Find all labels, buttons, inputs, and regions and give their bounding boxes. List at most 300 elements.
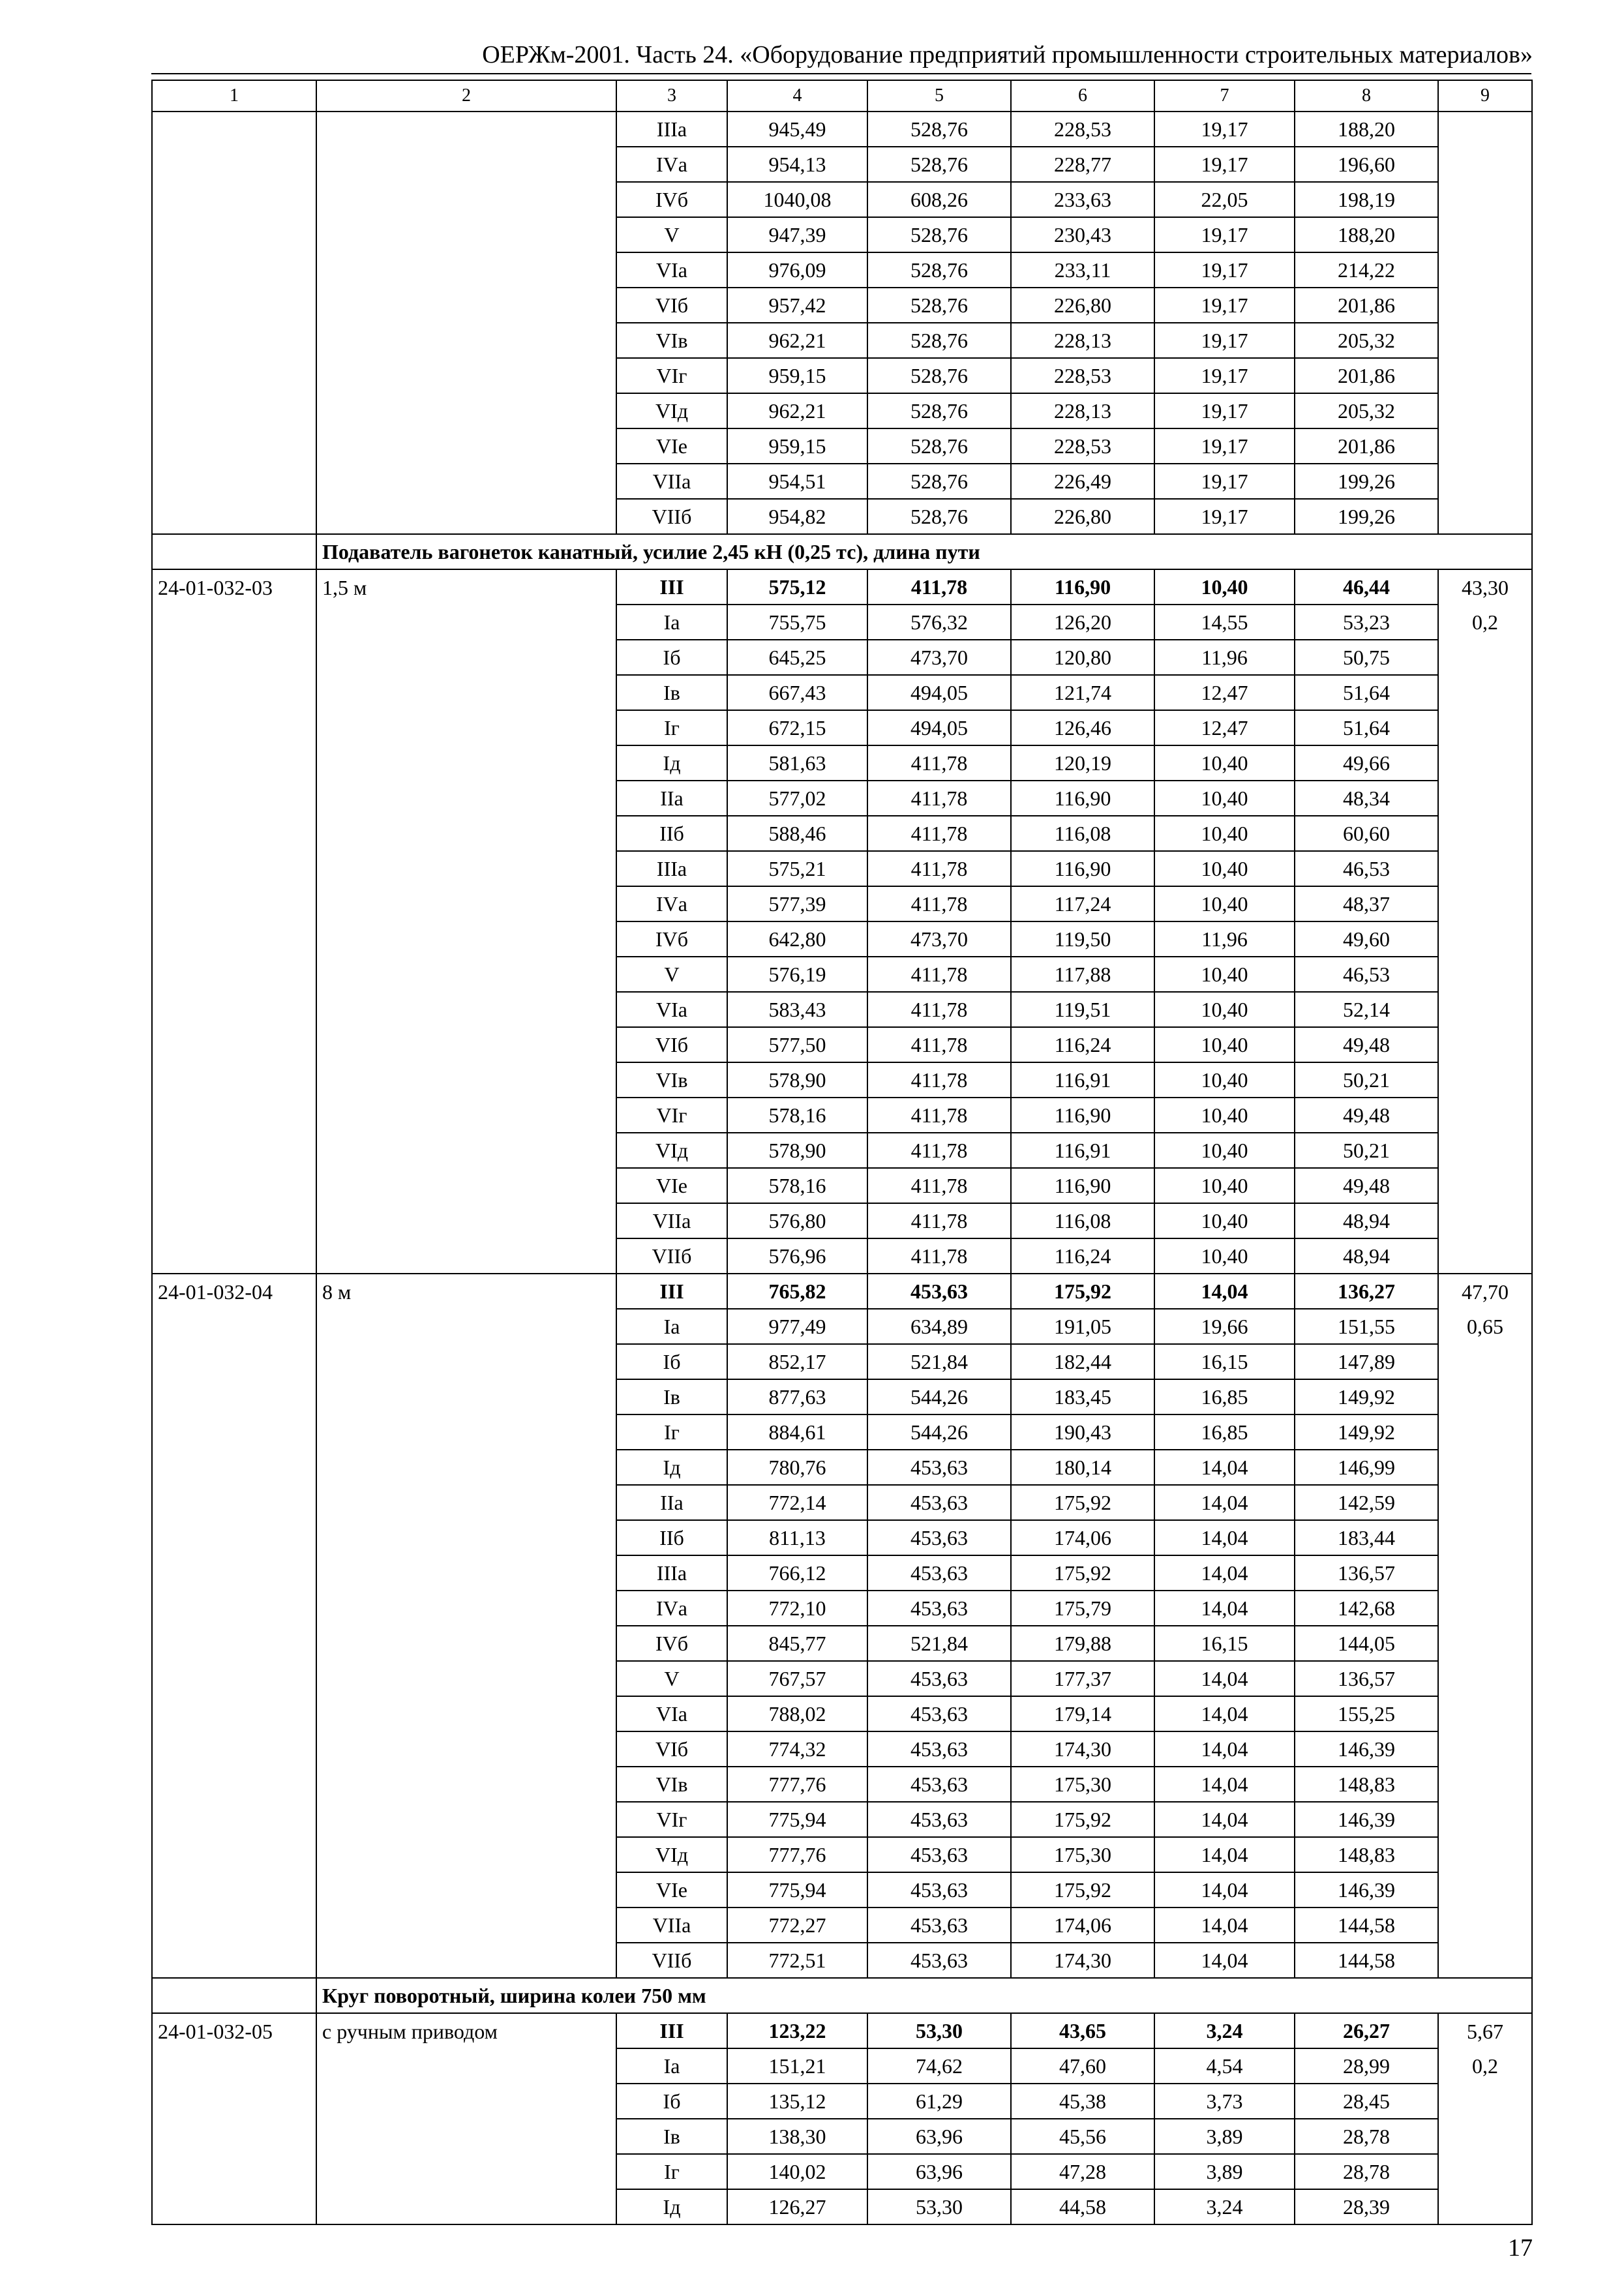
table-row bbox=[152, 1450, 1532, 1485]
table-row bbox=[152, 2189, 1532, 2224]
code-cell bbox=[152, 288, 316, 323]
value-cell: 453,63 bbox=[867, 1872, 1011, 1908]
table-row bbox=[152, 1485, 1532, 1520]
value-cell: 226,80 bbox=[1011, 499, 1154, 534]
value-cell: 453,63 bbox=[867, 1591, 1011, 1626]
value-cell: 116,24 bbox=[1011, 1238, 1154, 1274]
col9-cell bbox=[1438, 675, 1532, 710]
code-cell bbox=[152, 464, 316, 499]
value-cell: 473,70 bbox=[867, 921, 1011, 957]
value-cell: 233,11 bbox=[1011, 252, 1154, 288]
value-cell: 780,76 bbox=[727, 1450, 867, 1485]
value-cell: 528,76 bbox=[867, 252, 1011, 288]
name-cell bbox=[316, 957, 616, 992]
name-cell bbox=[316, 1203, 616, 1238]
zone-cell: IVа bbox=[616, 886, 727, 921]
value-cell: 201,86 bbox=[1295, 358, 1438, 393]
zone-cell: Iб bbox=[616, 2084, 727, 2119]
value-cell: 3,24 bbox=[1154, 2013, 1295, 2048]
zone-cell: VIе bbox=[616, 1872, 727, 1908]
col9-cell bbox=[1438, 252, 1532, 288]
zone-cell: VIг bbox=[616, 1802, 727, 1837]
zone-cell: VIв bbox=[616, 323, 727, 358]
name-cell bbox=[316, 1485, 616, 1520]
value-cell: 453,63 bbox=[867, 1555, 1011, 1591]
name-cell bbox=[316, 1450, 616, 1485]
name-cell bbox=[316, 1696, 616, 1731]
value-cell: 47,60 bbox=[1011, 2048, 1154, 2084]
name-cell bbox=[316, 816, 616, 851]
code-cell bbox=[152, 252, 316, 288]
value-cell: 151,55 bbox=[1295, 1309, 1438, 1344]
zone-cell: Iг bbox=[616, 710, 727, 745]
col9-cell: 5,67 bbox=[1438, 2013, 1532, 2048]
col9-cell bbox=[1438, 1168, 1532, 1203]
value-cell: 174,06 bbox=[1011, 1908, 1154, 1943]
zone-cell: IIIа bbox=[616, 1555, 727, 1591]
col9-cell bbox=[1438, 2154, 1532, 2189]
name-cell bbox=[316, 358, 616, 393]
table-row bbox=[152, 1872, 1532, 1908]
name-cell bbox=[316, 2189, 616, 2224]
name-cell bbox=[316, 921, 616, 957]
zone-cell: IVб bbox=[616, 921, 727, 957]
section-title: Круг поворотный, ширина колеи 750 мм bbox=[316, 1978, 1532, 2013]
table-row bbox=[152, 1767, 1532, 1802]
code-cell bbox=[152, 1309, 316, 1344]
table-row bbox=[152, 1908, 1532, 1943]
value-cell: 642,80 bbox=[727, 921, 867, 957]
value-cell: 22,05 bbox=[1154, 182, 1295, 217]
table-row bbox=[152, 1379, 1532, 1414]
code-cell bbox=[152, 147, 316, 182]
value-cell: 138,30 bbox=[727, 2119, 867, 2154]
value-cell: 49,60 bbox=[1295, 921, 1438, 957]
col9-cell bbox=[1438, 886, 1532, 921]
name-cell: 1,5 м bbox=[316, 569, 616, 605]
value-cell: 3,89 bbox=[1154, 2154, 1295, 2189]
value-cell: 179,14 bbox=[1011, 1696, 1154, 1731]
zone-cell: VIе bbox=[616, 428, 727, 464]
value-cell: 228,53 bbox=[1011, 358, 1154, 393]
value-cell: 136,57 bbox=[1295, 1661, 1438, 1696]
col9-cell bbox=[1438, 1696, 1532, 1731]
code-cell bbox=[152, 2048, 316, 2084]
value-cell: 453,63 bbox=[867, 1450, 1011, 1485]
col9-cell bbox=[1438, 393, 1532, 428]
value-cell: 772,27 bbox=[727, 1908, 867, 1943]
value-cell: 19,17 bbox=[1154, 252, 1295, 288]
zone-cell: Iб bbox=[616, 640, 727, 675]
zone-cell: VIд bbox=[616, 1133, 727, 1168]
value-cell: 50,21 bbox=[1295, 1062, 1438, 1098]
value-cell: 11,96 bbox=[1154, 640, 1295, 675]
table-row bbox=[152, 2048, 1532, 2084]
value-cell: 976,09 bbox=[727, 252, 867, 288]
zone-cell: VIд bbox=[616, 393, 727, 428]
zone-cell: V bbox=[616, 217, 727, 252]
col9-cell bbox=[1438, 957, 1532, 992]
value-cell: 183,45 bbox=[1011, 1379, 1154, 1414]
value-cell: 528,76 bbox=[867, 393, 1011, 428]
value-cell: 528,76 bbox=[867, 358, 1011, 393]
table-row bbox=[152, 2119, 1532, 2154]
table-row bbox=[152, 1661, 1532, 1696]
value-cell: 576,32 bbox=[867, 605, 1011, 640]
value-cell: 521,84 bbox=[867, 1626, 1011, 1661]
column-header-row bbox=[152, 80, 1532, 112]
value-cell: 19,17 bbox=[1154, 288, 1295, 323]
zone-cell: III bbox=[616, 2013, 727, 2048]
table-row bbox=[152, 1027, 1532, 1062]
zone-cell: Iв bbox=[616, 675, 727, 710]
value-cell: 228,53 bbox=[1011, 112, 1154, 147]
col9-cell bbox=[1438, 1802, 1532, 1837]
col9-cell bbox=[1438, 921, 1532, 957]
zone-cell: IIа bbox=[616, 1485, 727, 1520]
table-row bbox=[152, 1555, 1532, 1591]
col9-cell bbox=[1438, 182, 1532, 217]
value-cell: 179,88 bbox=[1011, 1626, 1154, 1661]
zone-cell: III bbox=[616, 1274, 727, 1309]
table-row bbox=[152, 605, 1532, 640]
value-cell: 49,66 bbox=[1295, 745, 1438, 781]
zone-cell: III bbox=[616, 569, 727, 605]
zone-cell: Iв bbox=[616, 1379, 727, 1414]
value-cell: 14,04 bbox=[1154, 1485, 1295, 1520]
zone-cell: V bbox=[616, 957, 727, 992]
value-cell: 177,37 bbox=[1011, 1661, 1154, 1696]
section-row bbox=[152, 534, 1532, 569]
table-row bbox=[152, 886, 1532, 921]
col9-cell bbox=[1438, 1203, 1532, 1238]
zone-cell: VIг bbox=[616, 1098, 727, 1133]
value-cell: 528,76 bbox=[867, 147, 1011, 182]
name-cell bbox=[316, 992, 616, 1027]
value-cell: 147,89 bbox=[1295, 1344, 1438, 1379]
value-cell: 581,63 bbox=[727, 745, 867, 781]
value-cell: 175,79 bbox=[1011, 1591, 1154, 1626]
col9-cell bbox=[1438, 147, 1532, 182]
col9-cell bbox=[1438, 2084, 1532, 2119]
value-cell: 954,13 bbox=[727, 147, 867, 182]
value-cell: 954,51 bbox=[727, 464, 867, 499]
zone-cell: VIIа bbox=[616, 1908, 727, 1943]
value-cell: 146,39 bbox=[1295, 1731, 1438, 1767]
value-cell: 116,90 bbox=[1011, 1098, 1154, 1133]
value-cell: 174,06 bbox=[1011, 1520, 1154, 1555]
value-cell: 48,37 bbox=[1295, 886, 1438, 921]
col9-cell bbox=[1438, 323, 1532, 358]
value-cell: 954,82 bbox=[727, 499, 867, 534]
code-cell bbox=[152, 499, 316, 534]
value-cell: 852,17 bbox=[727, 1344, 867, 1379]
value-cell: 14,04 bbox=[1154, 1274, 1295, 1309]
value-cell: 47,28 bbox=[1011, 2154, 1154, 2189]
zone-cell: VIIа bbox=[616, 1203, 727, 1238]
code-cell bbox=[152, 1837, 316, 1872]
table-row bbox=[152, 1133, 1532, 1168]
value-cell: 765,82 bbox=[727, 1274, 867, 1309]
value-cell: 411,78 bbox=[867, 851, 1011, 886]
table-row bbox=[152, 745, 1532, 781]
value-cell: 19,17 bbox=[1154, 217, 1295, 252]
value-cell: 453,63 bbox=[867, 1696, 1011, 1731]
zone-cell: VIа bbox=[616, 252, 727, 288]
value-cell: 528,76 bbox=[867, 323, 1011, 358]
value-cell: 53,23 bbox=[1295, 605, 1438, 640]
value-cell: 205,32 bbox=[1295, 393, 1438, 428]
name-cell bbox=[316, 217, 616, 252]
value-cell: 175,92 bbox=[1011, 1802, 1154, 1837]
table-row bbox=[152, 499, 1532, 534]
value-cell: 198,19 bbox=[1295, 182, 1438, 217]
name-cell bbox=[316, 464, 616, 499]
code-cell bbox=[152, 1027, 316, 1062]
value-cell: 777,76 bbox=[727, 1837, 867, 1872]
value-cell: 28,78 bbox=[1295, 2154, 1438, 2189]
value-cell: 453,63 bbox=[867, 1520, 1011, 1555]
name-cell bbox=[316, 1098, 616, 1133]
zone-cell: Iд bbox=[616, 2189, 727, 2224]
value-cell: 19,66 bbox=[1154, 1309, 1295, 1344]
value-cell: 116,08 bbox=[1011, 1203, 1154, 1238]
value-cell: 453,63 bbox=[867, 1908, 1011, 1943]
value-cell: 226,49 bbox=[1011, 464, 1154, 499]
value-cell: 180,14 bbox=[1011, 1450, 1154, 1485]
column-header: 4 bbox=[727, 80, 867, 112]
col9-cell bbox=[1438, 640, 1532, 675]
value-cell: 411,78 bbox=[867, 886, 1011, 921]
value-cell: 453,63 bbox=[867, 1274, 1011, 1309]
value-cell: 121,74 bbox=[1011, 675, 1154, 710]
value-cell: 183,44 bbox=[1295, 1520, 1438, 1555]
value-cell: 947,39 bbox=[727, 217, 867, 252]
value-cell: 672,15 bbox=[727, 710, 867, 745]
value-cell: 667,43 bbox=[727, 675, 867, 710]
col9-cell bbox=[1438, 1238, 1532, 1274]
value-cell: 116,91 bbox=[1011, 1133, 1154, 1168]
value-cell: 149,92 bbox=[1295, 1379, 1438, 1414]
value-cell: 577,02 bbox=[727, 781, 867, 816]
value-cell: 521,84 bbox=[867, 1344, 1011, 1379]
code-cell bbox=[152, 1520, 316, 1555]
value-cell: 199,26 bbox=[1295, 499, 1438, 534]
value-cell: 19,17 bbox=[1154, 428, 1295, 464]
value-cell: 411,78 bbox=[867, 781, 1011, 816]
col9-cell bbox=[1438, 1485, 1532, 1520]
value-cell: 766,12 bbox=[727, 1555, 867, 1591]
name-cell bbox=[316, 112, 616, 147]
zone-cell: VIIа bbox=[616, 464, 727, 499]
value-cell: 544,26 bbox=[867, 1414, 1011, 1450]
name-cell bbox=[316, 1344, 616, 1379]
value-cell: 578,16 bbox=[727, 1098, 867, 1133]
col9-cell bbox=[1438, 1837, 1532, 1872]
value-cell: 10,40 bbox=[1154, 851, 1295, 886]
value-cell: 962,21 bbox=[727, 393, 867, 428]
value-cell: 116,90 bbox=[1011, 1168, 1154, 1203]
value-cell: 142,68 bbox=[1295, 1591, 1438, 1626]
code-cell bbox=[152, 217, 316, 252]
value-cell: 205,32 bbox=[1295, 323, 1438, 358]
zone-cell: IVб bbox=[616, 1626, 727, 1661]
value-cell: 228,13 bbox=[1011, 323, 1154, 358]
value-cell: 196,60 bbox=[1295, 147, 1438, 182]
name-cell bbox=[316, 886, 616, 921]
value-cell: 120,80 bbox=[1011, 640, 1154, 675]
value-cell: 63,96 bbox=[867, 2154, 1011, 2189]
section-title: Подаватель вагонеток канатный, усилие 2,45 кН (0,25 тс), длина пути bbox=[316, 534, 1532, 569]
table-row bbox=[152, 1731, 1532, 1767]
name-cell bbox=[316, 1555, 616, 1591]
value-cell: 528,76 bbox=[867, 499, 1011, 534]
zone-cell: IIб bbox=[616, 816, 727, 851]
table-row bbox=[152, 1309, 1532, 1344]
name-cell bbox=[316, 851, 616, 886]
value-cell: 214,22 bbox=[1295, 252, 1438, 288]
col9-cell bbox=[1438, 1414, 1532, 1450]
value-cell: 583,43 bbox=[727, 992, 867, 1027]
column-header: 1 bbox=[152, 80, 316, 112]
value-cell: 411,78 bbox=[867, 1168, 1011, 1203]
value-cell: 174,30 bbox=[1011, 1731, 1154, 1767]
table-row bbox=[152, 428, 1532, 464]
value-cell: 174,30 bbox=[1011, 1943, 1154, 1978]
value-cell: 148,83 bbox=[1295, 1837, 1438, 1872]
value-cell: 453,63 bbox=[867, 1767, 1011, 1802]
zone-cell: VIIб bbox=[616, 1238, 727, 1274]
section-blank-cell bbox=[152, 534, 316, 569]
value-cell: 74,62 bbox=[867, 2048, 1011, 2084]
zone-cell: VIв bbox=[616, 1767, 727, 1802]
table-row bbox=[152, 1098, 1532, 1133]
code-cell bbox=[152, 1731, 316, 1767]
code-cell bbox=[152, 1098, 316, 1133]
code-cell bbox=[152, 428, 316, 464]
value-cell: 544,26 bbox=[867, 1379, 1011, 1414]
table-row bbox=[152, 675, 1532, 710]
column-header: 7 bbox=[1154, 80, 1295, 112]
value-cell: 151,21 bbox=[727, 2048, 867, 2084]
value-cell: 117,24 bbox=[1011, 886, 1154, 921]
value-cell: 14,04 bbox=[1154, 1908, 1295, 1943]
value-cell: 117,88 bbox=[1011, 957, 1154, 992]
value-cell: 411,78 bbox=[867, 816, 1011, 851]
table-row bbox=[152, 1203, 1532, 1238]
value-cell: 119,50 bbox=[1011, 921, 1154, 957]
value-cell: 126,46 bbox=[1011, 710, 1154, 745]
column-header: 8 bbox=[1295, 80, 1438, 112]
col9-cell: 0,65 bbox=[1438, 1309, 1532, 1344]
value-cell: 977,49 bbox=[727, 1309, 867, 1344]
value-cell: 945,49 bbox=[727, 112, 867, 147]
value-cell: 49,48 bbox=[1295, 1098, 1438, 1133]
value-cell: 44,58 bbox=[1011, 2189, 1154, 2224]
zone-cell: Iв bbox=[616, 2119, 727, 2154]
table-row bbox=[152, 358, 1532, 393]
col9-cell bbox=[1438, 428, 1532, 464]
code-cell bbox=[152, 675, 316, 710]
value-cell: 453,63 bbox=[867, 1731, 1011, 1767]
col9-cell bbox=[1438, 1908, 1532, 1943]
value-cell: 788,02 bbox=[727, 1696, 867, 1731]
value-cell: 199,26 bbox=[1295, 464, 1438, 499]
name-cell bbox=[316, 288, 616, 323]
value-cell: 767,57 bbox=[727, 1661, 867, 1696]
code-cell bbox=[152, 323, 316, 358]
value-cell: 10,40 bbox=[1154, 1133, 1295, 1168]
value-cell: 10,40 bbox=[1154, 569, 1295, 605]
col9-cell bbox=[1438, 1943, 1532, 1978]
value-cell: 188,20 bbox=[1295, 217, 1438, 252]
value-cell: 116,90 bbox=[1011, 781, 1154, 816]
value-cell: 12,47 bbox=[1154, 710, 1295, 745]
name-cell bbox=[316, 182, 616, 217]
name-cell bbox=[316, 605, 616, 640]
name-cell bbox=[316, 2119, 616, 2154]
value-cell: 578,90 bbox=[727, 1133, 867, 1168]
value-cell: 10,40 bbox=[1154, 957, 1295, 992]
value-cell: 3,73 bbox=[1154, 2084, 1295, 2119]
value-cell: 494,05 bbox=[867, 675, 1011, 710]
name-cell: с ручным приводом bbox=[316, 2013, 616, 2048]
table-row bbox=[152, 182, 1532, 217]
table-row bbox=[152, 1802, 1532, 1837]
code-cell bbox=[152, 640, 316, 675]
name-cell bbox=[316, 1168, 616, 1203]
zone-cell: Iа bbox=[616, 1309, 727, 1344]
table-row bbox=[152, 921, 1532, 957]
name-cell bbox=[316, 428, 616, 464]
value-cell: 608,26 bbox=[867, 182, 1011, 217]
name-cell bbox=[316, 781, 616, 816]
page-number: 17 bbox=[1508, 2234, 1533, 2262]
table-row bbox=[152, 1626, 1532, 1661]
code-cell bbox=[152, 886, 316, 921]
value-cell: 28,45 bbox=[1295, 2084, 1438, 2119]
col9-cell bbox=[1438, 1379, 1532, 1414]
zone-cell: IVа bbox=[616, 147, 727, 182]
code-cell bbox=[152, 1555, 316, 1591]
value-cell: 61,29 bbox=[867, 2084, 1011, 2119]
code-cell bbox=[152, 710, 316, 745]
table-row bbox=[152, 1414, 1532, 1450]
code-cell: 24-01-032-03 bbox=[152, 569, 316, 605]
zone-cell: VIIб bbox=[616, 1943, 727, 1978]
table-row bbox=[152, 393, 1532, 428]
value-cell: 411,78 bbox=[867, 1238, 1011, 1274]
value-cell: 14,04 bbox=[1154, 1450, 1295, 1485]
rates-table bbox=[151, 80, 1533, 2225]
value-cell: 774,32 bbox=[727, 1731, 867, 1767]
value-cell: 116,08 bbox=[1011, 816, 1154, 851]
col9-cell bbox=[1438, 1344, 1532, 1379]
value-cell: 228,77 bbox=[1011, 147, 1154, 182]
table-row bbox=[152, 1238, 1532, 1274]
value-cell: 60,60 bbox=[1295, 816, 1438, 851]
code-cell bbox=[152, 1379, 316, 1414]
zone-cell: Iд bbox=[616, 1450, 727, 1485]
code-cell: 24-01-032-04 bbox=[152, 1274, 316, 1309]
value-cell: 1040,08 bbox=[727, 182, 867, 217]
col9-cell bbox=[1438, 288, 1532, 323]
col9-cell: 43,30 bbox=[1438, 569, 1532, 605]
value-cell: 175,30 bbox=[1011, 1837, 1154, 1872]
table-row bbox=[152, 569, 1532, 605]
value-cell: 576,96 bbox=[727, 1238, 867, 1274]
table-row bbox=[152, 1591, 1532, 1626]
